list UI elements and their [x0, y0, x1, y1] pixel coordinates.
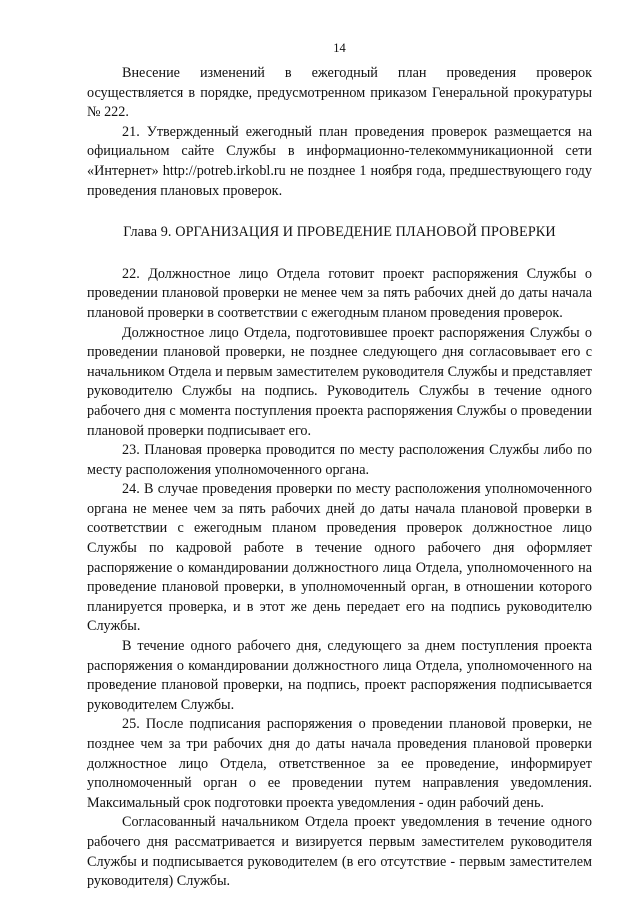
paragraph-amendments: Внесение изменений в ежегодный план проведения проверок осуществляется в порядке, предусмотренном приказом Генеральной прокуратуры № 222.: [87, 65, 592, 121]
paragraph-25-approval: Согласованный начальником Отдела проект уведомления в течение одного рабочего дня рассматривается и визируется первым заместителем руководителя Службы и подписывается руководителем (в его отсутствие - первым заместителем руководителя) Службы.: [87, 814, 592, 890]
document-page: [87, 40, 592, 892]
paragraph-25: 25. После подписания распоряжения о проведении плановой проверки, не позднее чем за три рабочих дня до даты начала проведения плановой проверки должностное лицо Отдела, ответственное за ее проведение, информирует уполномоченный орган о ее проведении путем направления уведомления. Максимальный срок подготовки проекта уведомления - один рабочий день.: [87, 716, 592, 811]
chapter-heading: Глава 9. ОРГАНИЗАЦИЯ И ПРОВЕДЕНИЕ ПЛАНОВОЙ ПРОВЕРКИ: [123, 224, 556, 241]
paragraph-22-approval: Должностное лицо Отдела, подготовившее проект распоряжения Службы о проведении плановой проверки, не позднее следующего дня согласовывает его с начальником Отдела и первым заместителем руководителя Службы и представляет руководителю Службы на подпись. Руководитель Службы в течение одного рабочего дня с момента поступления проекта распоряжения Службы о проведении плановой проверки подписывает его.: [87, 324, 592, 439]
paragraph-21: 21. Утвержденный ежегодный план проведения проверок размещается на официальном сайте Службы в информационно-телекоммуникационной сети «Интернет» http://potreb.irkobl.ru не позднее 1 ноября года, предшествующего году проведения плановых проверок.: [87, 123, 592, 199]
paragraph-22: 22. Должностное лицо Отдела готовит проект распоряжения Службы о проведении плановой проверки не менее чем за пять рабочих дней до даты начала плановой проверки в соответствии с ежегодным планом проведения проверок.: [87, 265, 592, 321]
page-number: 14: [333, 41, 346, 55]
paragraph-23: 23. Плановая проверка проводится по месту расположения Службы либо по месту расположения уполномоченного органа.: [87, 442, 592, 478]
paragraph-24: 24. В случае проведения проверки по месту расположения уполномоченного органа не менее чем за пять рабочих дней до даты начала плановой проверки в соответствии с ежегодным планом проведения проверок должностное лицо Службы по кадровой работе в течение одного рабочего дня оформляет распоряжение о командировании должностного лица Отдела, уполномоченного на проведение плановой проверки, в уполномоченный орган, в отношении которого планируется проверка, и в этот же день передает его на подпись руководителю Службы.: [87, 481, 592, 635]
paragraph-24-signing: В течение одного рабочего дня, следующего за днем поступления проекта распоряжения о командировании должностного лица Отдела, уполномоченного на проведение плановой проверки, на подпись, проект распоряжения подписывается руководителем Службы.: [87, 638, 592, 713]
